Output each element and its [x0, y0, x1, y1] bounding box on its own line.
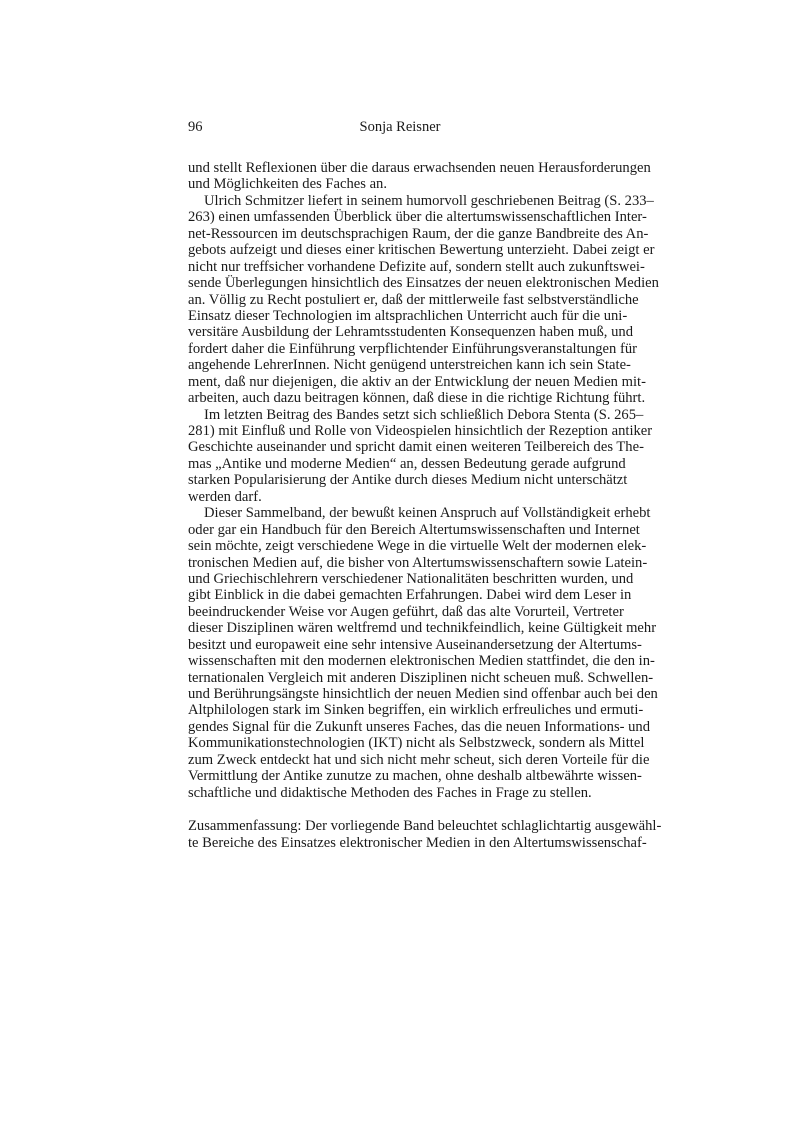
text-line: Ulrich Schmitzer liefert in seinem humorvoll geschriebenen Beitrag (S. 233– — [204, 192, 654, 209]
text-line: 263) einen umfassenden Überblick über die altertumswissenschaftlichen Inter- — [188, 209, 647, 226]
text-line: te Bereiche des Einsatzes elektronischer Medien in den Altertumswissenschaf- — [188, 834, 647, 851]
body-text — [188, 160, 662, 851]
text-line: beeindruckender Weise vor Augen geführt, daß das alte Vorurteil, Vertreter — [188, 603, 624, 620]
text-line: besitzt und europaweit eine sehr intensive Auseinandersetzung der Altertums- — [188, 636, 642, 653]
text-line: und Griechischlehrern verschiedener Nationalitäten beschritten wurden, und — [188, 570, 634, 587]
text-line: angehende LehrerInnen. Nicht genügend unterstreichen kann ich sein State- — [188, 357, 631, 374]
text-line: oder gar ein Handbuch für den Bereich Altertumswissenschaften und Internet — [188, 521, 640, 538]
text-line: Kommunikationstechnologien (IKT) nicht als Selbstzweck, sondern als Mittel — [188, 735, 645, 752]
text-line: Altphilologen stark im Sinken begriffen, ein wirklich erfreuliches und ermuti- — [188, 702, 644, 719]
text-line: 281) mit Einfluß und Rolle von Videospielen hinsichtlich der Rezeption antiker — [188, 423, 653, 439]
text-line: fordert daher die Einführung verpflichtender Einführungsveranstaltungen für — [188, 340, 638, 357]
text-line: nicht nur treffsicher vorhandene Defizite auf, sondern stellt auch zukunftswei- — [188, 258, 645, 275]
text-line: an. Völlig zu Recht postuliert er, daß der mittlerweile fast selbstverständliche — [188, 291, 639, 308]
paragraph-gap — [188, 801, 612, 818]
text-line: Einsatz dieser Technologien im altsprachlichen Unterricht auch für die uni- — [188, 307, 628, 324]
text-line: ternationalen Vergleich mit anderen Disziplinen nicht scheuen muß. Schwellen- — [188, 669, 654, 686]
text-line: sende Überlegungen hinsichtlich des Einsatzes der neuen elektronischen Medien — [188, 275, 659, 292]
text-line: versitäre Ausbildung der Lehramtsstudenten Konsequenzen haben muß, und — [188, 324, 633, 341]
paragraph — [188, 406, 653, 506]
text-line: net-Ressourcen im deutschsprachigen Raum, der die ganze Bandbreite des An- — [188, 225, 649, 242]
text-line: ment, daß nur diejenigen, die aktiv an der Entwicklung der neuen Medien mit- — [188, 373, 646, 390]
text-line: dieser Disziplinen wären weltfremd und technikfeindlich, keine Gültigkeit mehr — [188, 620, 657, 637]
text-line: und Berührungsängste hinsichtlich der neuen Medien sind offenbar auch bei den — [188, 686, 658, 702]
text-line: Geschichte auseinander und spricht damit einen weiteren Teilbereich des The- — [188, 439, 644, 456]
page-number: 96 — [188, 119, 203, 135]
running-head: Sonja Reisner — [359, 119, 441, 135]
text-line: Im letzten Beitrag des Bandes setzt sich schließlich Debora Stenta (S. 265– — [204, 406, 644, 423]
text-line: Vermittlung der Antike zunutze zu machen, ohne deshalb altbewährte wissen- — [188, 768, 642, 785]
text-line: arbeiten, auch dazu beitragen können, daß diese in die richtige Richtung führt. — [188, 390, 646, 407]
text-line: und Möglichkeiten des Faches an. — [188, 176, 387, 193]
text-line: und stellt Reflexionen über die daraus erwachsenden neuen Herausforderungen — [188, 160, 651, 176]
text-line: gebots aufzeigt und dieses einer kritischen Bewertung unterzieht. Dabei zeigt er — [188, 242, 655, 259]
text-line: schaftliche und didaktische Methoden des Faches in Frage zu stellen. — [188, 784, 592, 801]
text-line: zum Zweck entdeckt hat und sich nicht mehr scheut, sich deren Vorteile für die — [188, 751, 650, 768]
text-line: gibt Einblick in die dabei gemachten Erfahrungen. Dabei wird dem Leser in — [188, 587, 632, 604]
paragraph — [188, 818, 662, 851]
text-line: sein möchte, zeigt verschiedene Wege in die virtuelle Welt der modernen elek- — [188, 538, 647, 555]
text-line: mas „Antike und moderne Medien“ an, dessen Bedeutung gerade aufgrund — [188, 455, 626, 472]
page-header — [188, 119, 612, 137]
text-line: starken Popularisierung der Antike durch dieses Medium nicht unterschätzt — [188, 472, 628, 489]
paragraph — [188, 505, 658, 801]
text-line: Dieser Sammelband, der bewußt keinen Anspruch auf Vollständigkeit erhebt — [204, 505, 651, 522]
text-line: werden darf. — [188, 488, 262, 505]
text-line: Zusammenfassung: Der vorliegende Band beleuchtet schlaglichtartig ausgewähl- — [188, 818, 662, 835]
text-line: gendes Signal für die Zukunft unseres Faches, das die neuen Informations- und — [188, 718, 651, 735]
paragraph — [188, 160, 651, 193]
text-line: wissenschaften mit den modernen elektronischen Medien stattfindet, die den in- — [188, 653, 655, 670]
paragraph — [188, 192, 659, 407]
text-line: tronischen Medien auf, die bisher von Altertumswissenschaftern sowie Latein- — [188, 554, 648, 571]
